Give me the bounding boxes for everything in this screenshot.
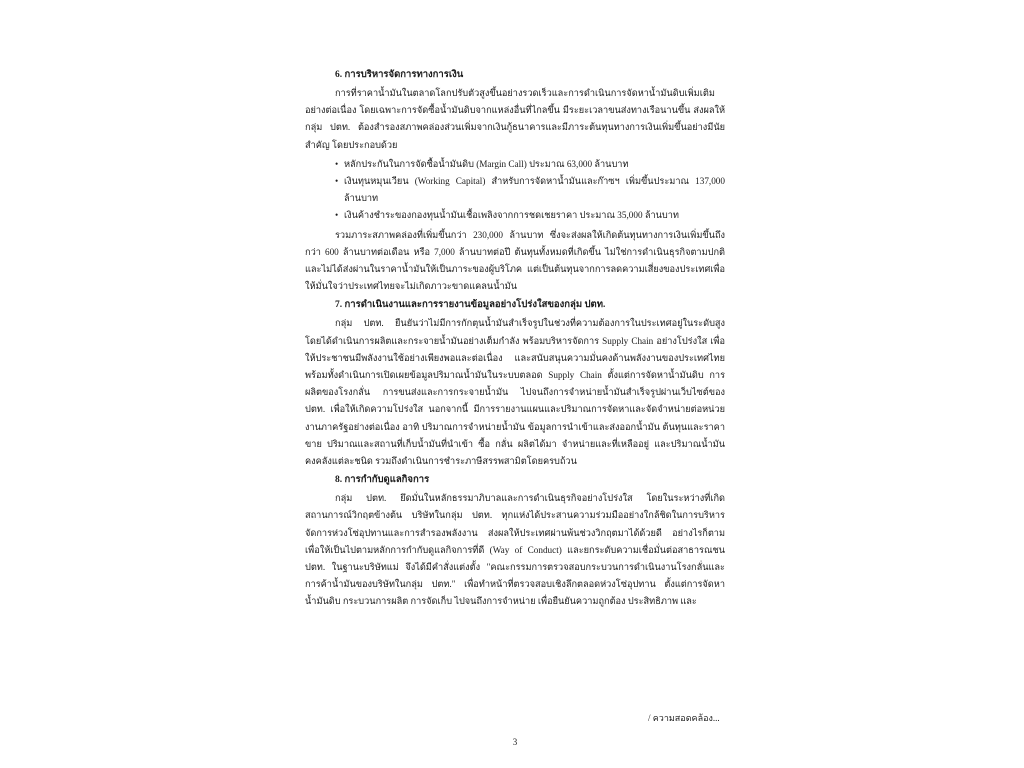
body-paragraph: กลุ่ม ปตท. ยืนยันว่าไม่มีการกักตุนน้ำมันสำเร็จรูปในช่วงที่ความต้องการในประเทศอยู่ในระดับสูง โดยได้ดำเนินการผลิตและกระจายน้ำมันอย่างเต็มกำลัง พร้อมบริหารจัดการ Supply Chain อย่างโปร่งใส เพื่อให้ประชาชนมีพลังงานใช้อย่างเพียงพอและต่อเนื่อง และสนับสนุนความมั่นคงด้านพลังงานของประเทศไทย พร้อมทั้งดำเนินการเปิดเผยข้อมูลปริมาณน้ำมันในระบบตลอด Supply Chain ตั้งแต่การจัดหาน้ำมันดิบ การผลิตของโรงกลั่น การขนส่งและการกระจายน้ำมัน ไปจนถึงการจำหน่ายน้ำมันสำเร็จรูปผ่านเว็บไซต์ของ ปตท. เพื่อให้เกิดความโปร่งใส นอกจากนี้ มีการรายงานแผนและปริมาณการจัดหาและจัดจำหน่ายต่อหน่วยงานภาครัฐอย่างต่อเนื่อง อาทิ ปริมาณการจำหน่ายน้ำมัน ข้อมูลการนำเข้าและส่งออกน้ำมัน ต้นทุนและราคาขาย ปริมาณและสถานที่เก็บน้ำมันที่นำเข้า ซื้อ กลั่น ผลิตได้มา จำหน่ายและที่เหลืออยู่ และปริมาณน้ำมันคงคลังแต่ละชนิด รวมถึงดำเนินการชำระภาษีสรรพสามิตโดยครบถ้วน bbox=[305, 318, 725, 467]
page-number: 3 bbox=[512, 737, 518, 747]
section-transparency bbox=[305, 297, 725, 470]
bullet-item: • หลักประกันในการจัดซื้อน้ำมันดิบ (Margin Call) ประมาณ 63,000 ล้านบาท bbox=[335, 156, 725, 173]
section-heading: 6. การบริหารจัดการทางการเงิน bbox=[335, 70, 464, 80]
continued-note: / ความสอดคล้อง... bbox=[648, 713, 720, 723]
bullet-item: • เงินทุนหมุนเวียน (Working Capital) สำหรับการจัดหาน้ำมันและก๊าซฯ เพิ่มขึ้นประมาณ 137,000 ล้านบาท bbox=[335, 173, 725, 207]
body-paragraph: กลุ่ม ปตท. ยึดมั่นในหลักธรรมาภิบาลและการดำเนินธุรกิจอย่างโปร่งใส โดยในระหว่างที่เกิดสถานการณ์วิกฤตข้างต้น บริษัทในกลุ่ม ปตท. ทุกแห่งได้ประสานความร่วมมืออย่างใกล้ชิดในการบริหารจัดการห่วงโซ่อุปทานและการสำรองพลังงาน ส่งผลให้ประเทศผ่านพ้นช่วงวิกฤตมาได้ด้วยดี อย่างไรก็ตาม เพื่อให้เป็นไปตามหลักการกำกับดูแลกิจการที่ดี (Way of Conduct) และยกระดับความเชื่อมั่นต่อสาธารณชน ปตท. ในฐานะบริษัทแม่ จึงได้มีคำสั่งแต่งตั้ง "คณะกรรมการตรวจสอบกระบวนการดำเนินงานโรงกลั่นและการค้าน้ำมันของบริษัทในกลุ่ม ปตท." เพื่อทำหน้าที่ตรวจสอบเชิงลึกตลอดห่วงโซ่อุปทาน ตั้งแต่การจัดหาน้ำมันดิบ กระบวนการผลิต การจัดเก็บ ไปจนถึงการจำหน่าย เพื่อยืนยันความถูกต้อง ประสิทธิภาพ และ bbox=[305, 493, 725, 607]
section-governance bbox=[305, 472, 725, 610]
document-body bbox=[305, 67, 725, 611]
section-financial-management bbox=[305, 67, 725, 295]
body-paragraph: การที่ราคาน้ำมันในตลาดโลกปรับตัวสูงขึ้นอย่างรวดเร็วและการดำเนินการจัดหาน้ำมันดิบเพิ่มเติมอย่างต่อเนื่อง โดยเฉพาะการจัดซื้อน้ำมันดิบจากแหล่งอื่นที่ไกลขึ้น มีระยะเวลาขนส่งทางเรือนานขึ้น ส่งผลให้กลุ่ม ปตท. ต้องสำรองสภาพคล่องส่วนเพิ่มจากเงินกู้ธนาคารและมีภาระต้นทุนทางการเงินเพิ่มขึ้นอย่างมีนัยสำคัญ โดยประกอบด้วย bbox=[305, 88, 725, 150]
bullet-item: • เงินค้างชำระของกองทุนน้ำมันเชื้อเพลิงจากการชดเชยราคา ประมาณ 35,000 ล้านบาท bbox=[335, 207, 725, 224]
bullet-list bbox=[335, 156, 725, 225]
section-heading: 7. การดำเนินงานและการรายงานข้อมูลอย่างโปร่งใสของกลุ่ม ปตท. bbox=[335, 300, 606, 311]
body-paragraph: รวมภาระสภาพคล่องที่เพิ่มขึ้นกว่า 230,000 ล้านบาท ซึ่งจะส่งผลให้เกิดต้นทุนทางการเงินเพิ่มขึ้นถึงกว่า 600 ล้านบาทต่อเดือน หรือ 7,000 ล้านบาทต่อปี ต้นทุนทั้งหมดที่เกิดขึ้น ไม่ใช่การดำเนินธุรกิจตามปกติ และไม่ได้ส่งผ่านในราคาน้ำมันให้เป็นภาระของผู้บริโภค แต่เป็นต้นทุนจากการลดความเสี่ยงของประเทศเพื่อให้มั่นใจว่าประเทศไทยจะไม่เกิดภาวะขาดแคลนน้ำมัน bbox=[305, 229, 725, 292]
section-heading: 8. การกำกับดูแลกิจการ bbox=[335, 475, 430, 486]
